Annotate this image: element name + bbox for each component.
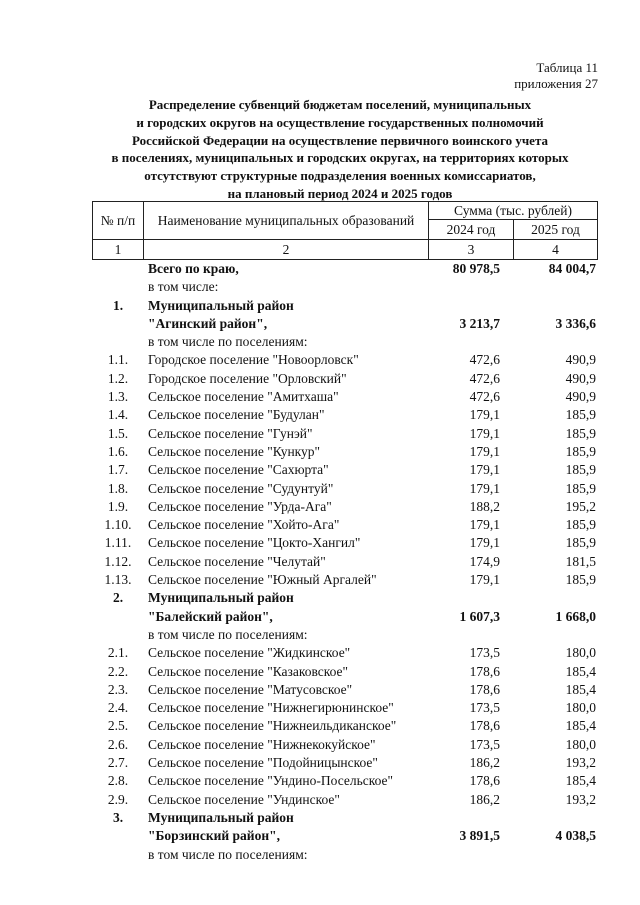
- row-value-2024: 179,1: [469, 425, 500, 441]
- title-line: отсутствуют структурные подразделения военных комиссариатов,: [144, 168, 536, 184]
- row-name: в том числе по поселениям:: [148, 846, 308, 862]
- row-name: Сельское поселение "Судунтуй": [148, 480, 334, 496]
- row-number: 2.3.: [107, 681, 129, 697]
- table-row: [92, 791, 598, 809]
- table-row: [92, 480, 598, 498]
- row-number: 1.10.: [104, 517, 132, 533]
- row-number: 2.: [112, 590, 124, 606]
- title-line: Российской Федерации на осуществление первичного воинского учета: [132, 132, 548, 148]
- table-row: [92, 663, 598, 681]
- table-row: [92, 809, 598, 827]
- table-row: [92, 333, 598, 351]
- header-2025: 2025 год: [514, 220, 598, 240]
- row-value-2025: 185,9: [565, 535, 596, 551]
- row-value-2024: 186,2: [469, 755, 500, 771]
- table-row: [92, 644, 598, 662]
- row-name: Сельское поселение "Сахюрта": [148, 462, 329, 478]
- row-number: 1.6.: [107, 443, 129, 459]
- row-number: 2.6.: [107, 736, 129, 752]
- row-name: Сельское поселение "Хойто-Ага": [148, 517, 340, 533]
- table-row: [92, 278, 598, 296]
- row-name: Сельское поселение "Кункур": [148, 443, 321, 459]
- row-name: Сельское поселение "Нижнеильдиканское": [148, 718, 397, 734]
- row-value-2025: 490,9: [565, 370, 596, 386]
- row-name: "Агинский район",: [148, 315, 268, 331]
- row-value-2024: 179,1: [469, 443, 500, 459]
- table-reference: [514, 60, 598, 92]
- row-number: 2.8.: [107, 773, 129, 789]
- table-row: [92, 351, 598, 369]
- table-row: [92, 681, 598, 699]
- document-title: [80, 96, 600, 203]
- table-row: [92, 827, 598, 845]
- table-row: [92, 461, 598, 479]
- row-number: 1.2.: [107, 370, 129, 386]
- row-name: Сельское поселение "Гунэй": [148, 425, 313, 441]
- row-value-2024: 173,5: [469, 736, 500, 752]
- row-number: 2.5.: [107, 718, 129, 734]
- table-row: [92, 443, 598, 461]
- row-name: Муниципальный район: [148, 297, 294, 313]
- table-row: [92, 498, 598, 516]
- appendix-number: приложения 27: [514, 76, 598, 91]
- row-value-2025: 1 668,0: [555, 608, 596, 624]
- row-value-2025: 193,2: [565, 755, 596, 771]
- row-name: Сельское поселение "Жидкинское": [148, 645, 351, 661]
- row-value-2024: 179,1: [469, 480, 500, 496]
- row-value-2024: 472,6: [469, 352, 500, 368]
- table-row: [92, 736, 598, 754]
- row-number: 2.4.: [107, 700, 129, 716]
- table-row: [92, 553, 598, 571]
- row-name: Сельское поселение "Нижнекокуйское": [148, 736, 376, 752]
- row-name: Сельское поселение "Будулан": [148, 407, 325, 423]
- row-value-2024: 179,1: [469, 535, 500, 551]
- row-value-2025: 185,4: [565, 663, 596, 679]
- row-name: Сельское поселение "Нижнегирюнинское": [148, 700, 394, 716]
- row-value-2025: 181,5: [565, 553, 596, 569]
- row-value-2024: 174,9: [469, 553, 500, 569]
- header-col-2: 2: [144, 240, 429, 260]
- table-row: [92, 425, 598, 443]
- table-row: [92, 626, 598, 644]
- row-value-2024: 178,6: [469, 681, 500, 697]
- row-value-2024: 179,1: [469, 407, 500, 423]
- row-value-2025: 4 038,5: [555, 828, 596, 844]
- row-name: Сельское поселение "Урда-Ага": [148, 498, 332, 514]
- row-number: 1.9.: [107, 498, 129, 514]
- row-number: 1.5.: [107, 425, 129, 441]
- header-name: Наименование муниципальных образований: [144, 201, 429, 240]
- header-num: № п/п: [92, 201, 144, 240]
- row-value-2025: 185,4: [565, 718, 596, 734]
- table-row: [92, 260, 598, 278]
- header-col-1: 1: [92, 240, 144, 260]
- row-value-2024: 179,1: [469, 572, 500, 588]
- row-value-2025: 185,9: [565, 572, 596, 588]
- row-number: 1.12.: [104, 553, 132, 569]
- table-row: [92, 297, 598, 315]
- row-name: в том числе по поселениям:: [148, 626, 308, 642]
- row-value-2025: 185,9: [565, 425, 596, 441]
- row-number: 1.3.: [107, 389, 129, 405]
- row-number: 1.11.: [104, 535, 132, 551]
- row-value-2024: 173,5: [469, 700, 500, 716]
- row-value-2025: 185,9: [565, 407, 596, 423]
- row-value-2025: 180,0: [565, 736, 596, 752]
- table-row: [92, 699, 598, 717]
- row-number: 3.: [112, 809, 124, 825]
- row-number: 2.7.: [107, 755, 129, 771]
- row-value-2024: 173,5: [469, 645, 500, 661]
- row-value-2025: 490,9: [565, 389, 596, 405]
- row-name: Сельское поселение "Амитхаша": [148, 389, 339, 405]
- row-number: 1.4.: [107, 407, 129, 423]
- table-row: [92, 589, 598, 607]
- row-value-2024: 179,1: [469, 517, 500, 533]
- row-value-2025: 185,4: [565, 681, 596, 697]
- row-name: Сельское поселение "Челутай": [148, 553, 326, 569]
- row-name: Сельское поселение "Цокто-Хангил": [148, 535, 361, 551]
- row-value-2025: 185,9: [565, 480, 596, 496]
- table-row: [92, 846, 598, 864]
- row-number: 2.2.: [107, 663, 129, 679]
- row-value-2024: 472,6: [469, 370, 500, 386]
- row-value-2024: 186,2: [469, 791, 500, 807]
- row-value-2025: 180,0: [565, 645, 596, 661]
- row-name: Городское поселение "Новоорловск": [148, 352, 359, 368]
- table-row: [92, 388, 598, 406]
- row-value-2024: 3 891,5: [459, 828, 500, 844]
- title-line: и городских округов на осуществление государственных полномочий: [136, 114, 544, 130]
- header-col-4: 4: [514, 240, 598, 260]
- row-value-2025: 185,9: [565, 517, 596, 533]
- header-sum: Сумма (тыс. рублей): [429, 201, 598, 220]
- row-value-2024: 188,2: [469, 498, 500, 514]
- row-name: Сельское поселение "Подойницынское": [148, 755, 378, 771]
- table-row: [92, 772, 598, 790]
- row-number: 1.8.: [107, 480, 129, 496]
- row-number: 1.: [112, 297, 124, 313]
- row-number: 1.13.: [104, 572, 132, 588]
- table-row: [92, 370, 598, 388]
- table-row: [92, 315, 598, 333]
- title-line: на плановый период 2024 и 2025 годов: [227, 185, 453, 201]
- table-row: [92, 406, 598, 424]
- row-value-2024: 178,6: [469, 773, 500, 789]
- row-value-2024: 178,6: [469, 718, 500, 734]
- table-row: [92, 717, 598, 735]
- table-body: [92, 260, 598, 864]
- row-value-2024: 472,6: [469, 389, 500, 405]
- row-number: 1.1.: [107, 352, 129, 368]
- header-2024: 2024 год: [429, 220, 514, 240]
- row-name: в том числе по поселениям:: [148, 334, 308, 350]
- row-value-2025: 180,0: [565, 700, 596, 716]
- row-name: "Балейский район",: [148, 608, 273, 624]
- row-name: Сельское поселение "Южный Аргалей": [148, 572, 377, 588]
- row-value-2025: 185,9: [565, 462, 596, 478]
- table-row: [92, 608, 598, 626]
- title-line: в поселениях, муниципальных и городских округах, на территориях которых: [111, 150, 569, 166]
- row-name: "Борзинский район",: [148, 828, 280, 844]
- row-value-2025: 195,2: [565, 498, 596, 514]
- row-name: в том числе:: [148, 279, 219, 295]
- row-value-2024: 80 978,5: [452, 261, 500, 276]
- row-name: Сельское поселение "Казаковское": [148, 663, 349, 679]
- row-number: 2.9.: [107, 791, 129, 807]
- table-row: [92, 571, 598, 589]
- row-value-2025: 84 004,7: [548, 261, 596, 276]
- header-col-3: 3: [429, 240, 514, 260]
- row-name: Сельское поселение "Ундинское": [148, 791, 340, 807]
- row-number: 1.7.: [107, 462, 129, 478]
- row-value-2025: 193,2: [565, 791, 596, 807]
- row-name: Муниципальный район: [148, 809, 294, 825]
- table-header: [92, 201, 598, 260]
- row-value-2025: 185,9: [565, 443, 596, 459]
- row-value-2025: 185,4: [565, 773, 596, 789]
- row-value-2025: 3 336,6: [555, 315, 596, 331]
- row-name: Сельское поселение "Матусовское": [148, 681, 353, 697]
- row-number: 2.1.: [107, 645, 129, 661]
- row-value-2024: 3 213,7: [459, 315, 500, 331]
- row-name: Сельское поселение "Ундино-Посельское": [148, 773, 394, 789]
- table-row: [92, 516, 598, 534]
- row-value-2024: 179,1: [469, 462, 500, 478]
- table-row: [92, 754, 598, 772]
- row-value-2025: 490,9: [565, 352, 596, 368]
- row-value-2024: 178,6: [469, 663, 500, 679]
- table-row: [92, 534, 598, 552]
- row-name: Городское поселение "Орловский": [148, 370, 347, 386]
- title-line: Распределение субвенций бюджетам поселений, муниципальных: [148, 97, 532, 112]
- row-name: Всего по краю,: [148, 261, 239, 276]
- table-number: Таблица 11: [536, 60, 598, 75]
- row-name: Муниципальный район: [148, 590, 294, 606]
- row-value-2024: 1 607,3: [459, 608, 500, 624]
